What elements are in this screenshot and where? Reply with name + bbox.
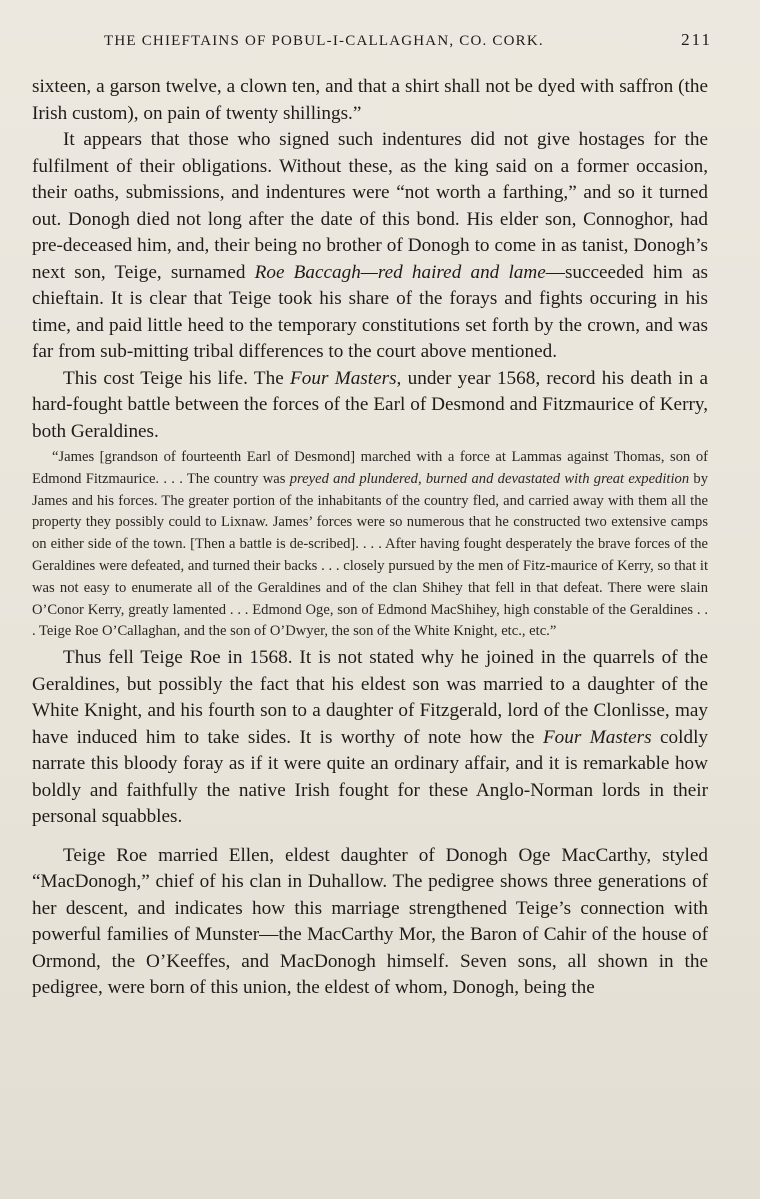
paragraph-continuation: sixteen, a garson twelve, a clown ten, and that a shirt shall not be dyed with saffron (the Irish custom), on pain of twenty shillings.” <box>32 76 708 124</box>
paragraph-indentures <box>32 127 708 366</box>
paragraph-text: This cost Teige his life. The <box>63 367 291 389</box>
paragraph-marriage: Teige Roe married Ellen, eldest daughter of Donogh Oge MacCarthy, styled “MacDonogh,” chief of his clan in Duhallow. The pedigree shows three generations of her descent, and indicates how this marriage strengthened Teige’s connection with powerful families of Munster—the MacCarthy Mor, the Baron of Cahir of the house of Ormond, the O’Keeffes, and MacDonogh himself. Seven sons, all shown in the pedigree, were born of this union, the eldest of whom, Donogh, being the <box>32 844 708 999</box>
italic-title: Four Masters <box>290 367 397 389</box>
block-quote <box>32 445 708 645</box>
running-header <box>32 30 712 50</box>
paragraph-teige-roe-death <box>32 645 708 831</box>
quote-text: by James and his forces. The greater portion of the inhabitants of the country fled, and carried away with them all the property they possibly could to Lixnaw. James’ forces were so numerous that he constructed two extensive camps on either side of the town. [Then a battle is de-scribed]. . . . After having fought desperately the brave forces of the Geraldines were defeated, and turned their backs . . . closely pursued by the men of Fitz-maurice of Kerry, so that it was not easy to enumerate all of the Geraldines and of the clan Shihey that fell in that defeat. There were slain O’Conor Kerry, greatly lamented . . . Edmond Oge, son of Edmond MacShihey, high constable of the Geraldines . . . Teige Roe O’Callaghan, and the son of O’Dwyer, the son of the White Knight, etc., etc.” <box>32 470 708 640</box>
italic-title: Four Masters <box>542 726 652 748</box>
italic-surname: Roe Baccagh—red haired and lame <box>254 261 546 283</box>
paragraph-text: —succeeded him as chieftain. It is clear that Teige took his share of the forays and fights occuring in his time, and paid little heed to the temporary constitutions set forth by the crown, and was far from sub-mitting tribal differences to the court above mentioned. <box>32 261 708 362</box>
paragraph-text: Thus fell Teige Roe in 1568. It is not stated why he joined in the quarrels of the Geraldines, but possibly the fact that his eldest son was married to a daughter of the White Knight, and his fourth son to a daughter of Fitzgerald, lord of the Clonlisse, may have induced him to take sides. It is worthy of note how the <box>32 647 708 748</box>
quote-text: “James [grandson of fourteenth Earl of Desmond] marched with a force at Lammas against Thomas, son of Edmond Fitzmaurice. . . . The country was <box>32 449 708 487</box>
page-number: 211 <box>681 30 712 49</box>
page-body <box>32 74 708 1002</box>
paragraph-text: coldly narrate this bloody foray as if it were quite an ordinary affair, and it is remarkable how boldly and faithfully the native Irish fought for these Anglo-Norman lords in their personal squabbles. <box>32 726 708 828</box>
paragraph-text: It appears that those who signed such indentures did not give hostages for the fulfilment of their obligations. Without these, as the king said on a former occasion, their oaths, submissions, and indentures were “not worth a farthing,” and so it turned out. Donogh died not long after the date of this bond. His elder son, Connoghor, had pre-deceased him, and, their being no brother of Donogh to come in as tanist, Donogh’s next son, Teige, surnamed <box>32 129 708 283</box>
paragraph-text: , under year 1568, record his death in a hard-fought battle between the forces of the Earl of Desmond and Fitzmaurice of Kerry, both Geraldines. <box>32 367 708 442</box>
quote-italic: preyed and plundered, burned and devastated with great expedition <box>289 470 690 487</box>
running-title: THE CHIEFTAINS OF POBUL-I-CALLAGHAN, CO. CORK. <box>104 33 544 49</box>
paragraph-four-masters <box>32 366 708 446</box>
